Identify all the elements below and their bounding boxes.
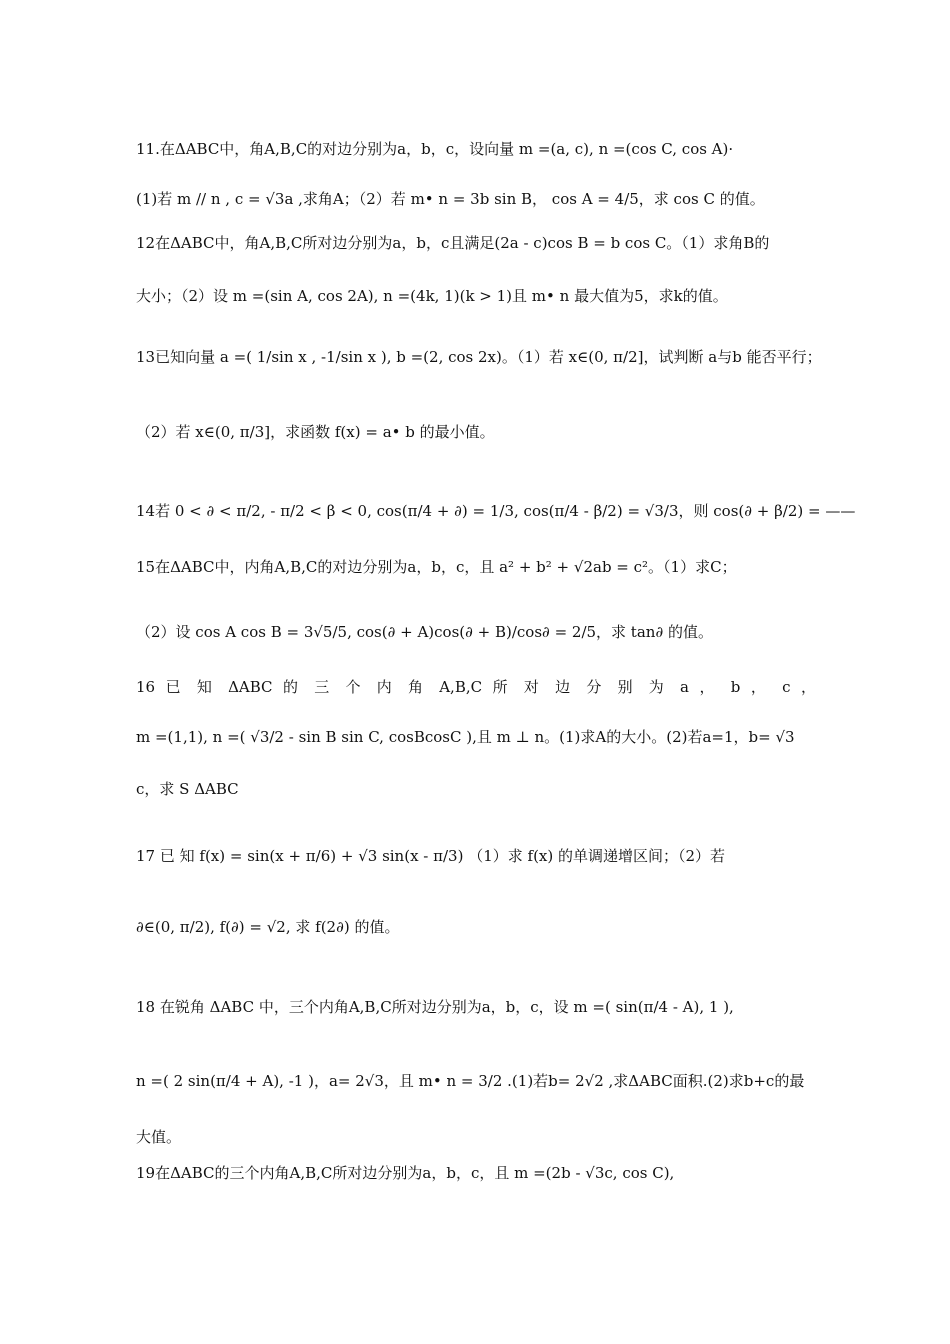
problem-13-line-2: （2）若 x∈(0, π/3]，求函数 f(x) = a• b 的最小值。 (136, 423, 495, 441)
problem-18-line-2: n =( 2 sin(π/4 + A), -1 )，a= 2√3，且 m• n = 3/2 .(1)若b= 2√2 ,求ΔABC面积.(2)求b+c的最 (136, 1072, 805, 1090)
problem-19-line-1: 19在ΔABC的三个内角A,B,C所对边分别为a，b，c，且 m =(2b - √3c, cos C), (136, 1164, 675, 1182)
problem-14-line-1: 14若 0 < ∂ < π/2, - π/2 < β < 0, cos(π/4 + ∂) = 1/3, cos(π/4 - β/2) = √3/3，则 cos(∂ + β/2) = —— (136, 502, 856, 520)
problem-15-line-2: （2）设 cos A cos B = 3√5/5, cos(∂ + A)cos(∂ + B)/cos∂ = 2/5，求 tan∂ 的值。 (136, 623, 713, 641)
problem-17-line-2: ∂∈(0, π/2), f(∂) = √2, 求 f(2∂) 的值。 (136, 918, 400, 936)
problem-12-line-1: 12在ΔABC中，角A,B,C所对边分别为a，b，c且满足(2a - c)cos B = b cos C。（1）求角B的 (136, 234, 770, 252)
problem-13-line-1: 13已知向量 a =( 1/sin x , -1/sin x ), b =(2, cos 2x)。（1）若 x∈(0, π/2]，试判断 a与b 能否平行； (136, 348, 822, 366)
problem-16-line-3: c，求 S ΔABC (136, 780, 239, 798)
problem-18-line-3: 大值。 (136, 1128, 182, 1146)
problem-16-line-2: m =(1,1), n =( √3/2 - sin B sin C, cosBcosC ),且 m ⊥ n。(1)求A的大小。(2)若a=1，b= √3 (136, 728, 795, 746)
problem-17-line-1: 17 已 知 f(x) = sin(x + π/6) + √3 sin(x - π/3) （1）求 f(x) 的单调递增区间；（2）若 (136, 847, 726, 865)
problem-15-line-1: 15在ΔABC中，内角A,B,C的对边分别为a，b，c，且 a² + b² + √2ab = c²。（1）求C； (136, 558, 737, 576)
problem-11-line-1: 11.在ΔABC中，角A,B,C的对边分别为a，b，c，设向量 m =(a, c), n =(cos C, cos A)· (136, 140, 734, 158)
problem-18-line-1: 18 在锐角 ΔABC 中，三个内角A,B,C所对边分别为a，b，c，设 m =( sin(π/4 - A), 1 ), (136, 998, 734, 1016)
problem-16-line-1: 16 已 知 ΔABC 的 三 个 内 角 A,B,C 所 对 边 分 别 为 a ， b ， c ， (136, 678, 816, 696)
problem-11-line-2: (1)若 m // n , c = √3a ,求角A；（2）若 m• n = 3b sin B， cos A = 4/5，求 cos C 的值。 (136, 190, 765, 208)
problem-12-line-2: 大小；（2）设 m =(sin A, cos 2A), n =(4k, 1)(k > 1)且 m• n 最大值为5，求k的值。 (136, 287, 728, 305)
